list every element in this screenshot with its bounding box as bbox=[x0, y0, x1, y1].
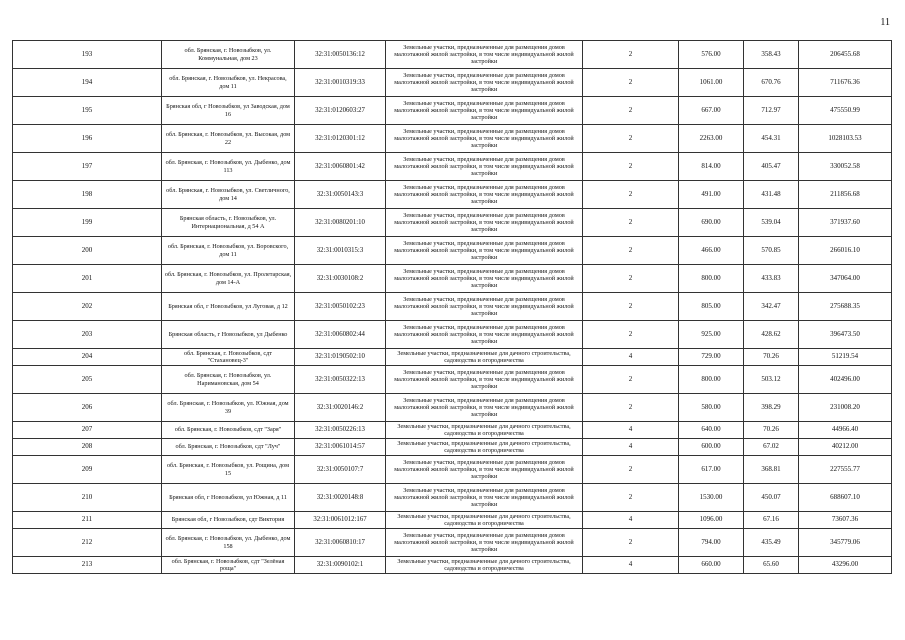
address-cell: обл. Брянская, г. Новозыбков, ул. Некрасова, дом 11 bbox=[162, 69, 295, 97]
group-cell: 4 bbox=[583, 557, 679, 574]
row-number: 213 bbox=[13, 557, 162, 574]
area-cell: 466.00 bbox=[679, 237, 744, 265]
land-use-cell: Земельные участки, предназначенные для размещения домов малоэтажной жилой застройки, в том числе индивидуальной жилой застройки bbox=[386, 69, 583, 97]
cadastral-number-cell: 32:31:0060802:44 bbox=[295, 321, 386, 349]
registry-rows bbox=[13, 41, 892, 574]
address-cell: обл. Брянская, г. Новозыбков, ул. Южная, дом 39 bbox=[162, 394, 295, 422]
cadastral-number-cell: 32:31:0050226:13 bbox=[295, 422, 386, 439]
table-row bbox=[13, 237, 892, 265]
cadastral-number-cell: 32:31:0050107:7 bbox=[295, 456, 386, 484]
cadastral-number-cell: 32:31:0050136:12 bbox=[295, 41, 386, 69]
cadastral-number-cell: 32:31:0090102:1 bbox=[295, 557, 386, 574]
unit-value-cell: 433.83 bbox=[744, 265, 799, 293]
unit-value-cell: 65.60 bbox=[744, 557, 799, 574]
group-cell: 2 bbox=[583, 529, 679, 557]
unit-value-cell: 539.04 bbox=[744, 209, 799, 237]
row-number: 206 bbox=[13, 394, 162, 422]
land-use-cell: Земельные участки, предназначенные для дачного строительства, садоводства и огородничества bbox=[386, 349, 583, 366]
address-cell: Брянская область, г. Новозыбков, ул. Интернациональная, д 54 А bbox=[162, 209, 295, 237]
area-cell: 805.00 bbox=[679, 293, 744, 321]
cadastral-number-cell: 32:31:0080201:10 bbox=[295, 209, 386, 237]
group-cell: 2 bbox=[583, 321, 679, 349]
row-number: 210 bbox=[13, 484, 162, 512]
area-cell: 2263.00 bbox=[679, 125, 744, 153]
row-number: 204 bbox=[13, 349, 162, 366]
cadastral-value-cell: 275688.35 bbox=[799, 293, 892, 321]
area-cell: 640.00 bbox=[679, 422, 744, 439]
table-row bbox=[13, 41, 892, 69]
row-number: 208 bbox=[13, 439, 162, 456]
cadastral-value-cell: 402496.00 bbox=[799, 366, 892, 394]
address-cell: обл. Брянская, г. Новозыбков, сдт "Луч" bbox=[162, 439, 295, 456]
cadastral-value-cell: 231008.20 bbox=[799, 394, 892, 422]
area-cell: 617.00 bbox=[679, 456, 744, 484]
unit-value-cell: 503.12 bbox=[744, 366, 799, 394]
row-number: 200 bbox=[13, 237, 162, 265]
table-row bbox=[13, 293, 892, 321]
cadastral-value-cell: 347064.00 bbox=[799, 265, 892, 293]
unit-value-cell: 431.48 bbox=[744, 181, 799, 209]
cadastral-value-cell: 475550.99 bbox=[799, 97, 892, 125]
row-number: 198 bbox=[13, 181, 162, 209]
group-cell: 4 bbox=[583, 422, 679, 439]
address-cell: Брянская область, г Новозыбков, ул Дыбенко bbox=[162, 321, 295, 349]
land-use-cell: Земельные участки, предназначенные для размещения домов малоэтажной жилой застройки, в том числе индивидуальной жилой застройки bbox=[386, 265, 583, 293]
cadastral-value-cell: 40212.00 bbox=[799, 439, 892, 456]
row-number: 203 bbox=[13, 321, 162, 349]
cadastral-value-cell: 1028103.53 bbox=[799, 125, 892, 153]
group-cell: 2 bbox=[583, 265, 679, 293]
area-cell: 690.00 bbox=[679, 209, 744, 237]
unit-value-cell: 435.49 bbox=[744, 529, 799, 557]
table-row bbox=[13, 557, 892, 574]
land-use-cell: Земельные участки, предназначенные для размещения домов малоэтажной жилой застройки, в том числе индивидуальной жилой застройки bbox=[386, 529, 583, 557]
land-use-cell: Земельные участки, предназначенные для размещения домов малоэтажной жилой застройки, в том числе индивидуальной жилой застройки bbox=[386, 321, 583, 349]
unit-value-cell: 67.16 bbox=[744, 512, 799, 529]
cadastral-number-cell: 32:31:0050143:3 bbox=[295, 181, 386, 209]
land-use-cell: Земельные участки, предназначенные для размещения домов малоэтажной жилой застройки, в том числе индивидуальной жилой застройки bbox=[386, 484, 583, 512]
unit-value-cell: 358.43 bbox=[744, 41, 799, 69]
cadastral-value-cell: 43296.00 bbox=[799, 557, 892, 574]
cadastral-value-cell: 711676.36 bbox=[799, 69, 892, 97]
cadastral-number-cell: 32:31:0061014:57 bbox=[295, 439, 386, 456]
group-cell: 4 bbox=[583, 439, 679, 456]
group-cell: 4 bbox=[583, 512, 679, 529]
group-cell: 2 bbox=[583, 366, 679, 394]
address-cell: обл. Брянская, г. Новозыбков, ул. Дыбенко, дом 158 bbox=[162, 529, 295, 557]
land-use-cell: Земельные участки, предназначенные для размещения домов малоэтажной жилой застройки, в том числе индивидуальной жилой застройки bbox=[386, 125, 583, 153]
page-number: 11 bbox=[880, 17, 890, 28]
cadastral-value-cell: 371937.60 bbox=[799, 209, 892, 237]
table-row bbox=[13, 209, 892, 237]
group-cell: 4 bbox=[583, 349, 679, 366]
group-cell: 2 bbox=[583, 41, 679, 69]
table-row bbox=[13, 484, 892, 512]
address-cell: обл. Брянская, г. Новозыбков, ул. Дыбенко, дом 113 bbox=[162, 153, 295, 181]
table-row bbox=[13, 125, 892, 153]
land-use-cell: Земельные участки, предназначенные для размещения домов малоэтажной жилой застройки, в том числе индивидуальной жилой застройки bbox=[386, 293, 583, 321]
group-cell: 2 bbox=[583, 97, 679, 125]
cadastral-number-cell: 32:31:0061012:167 bbox=[295, 512, 386, 529]
land-use-cell: Земельные участки, предназначенные для размещения домов малоэтажной жилой застройки, в том числе индивидуальной жилой застройки bbox=[386, 181, 583, 209]
row-number: 202 bbox=[13, 293, 162, 321]
group-cell: 2 bbox=[583, 125, 679, 153]
address-cell: обл. Брянская, г. Новозыбков, ул. Светличного, дом 14 bbox=[162, 181, 295, 209]
address-cell: обл. Брянская, г. Новозыбков, ул. Высокая, дом 22 bbox=[162, 125, 295, 153]
unit-value-cell: 70.26 bbox=[744, 349, 799, 366]
area-cell: 580.00 bbox=[679, 394, 744, 422]
land-use-cell: Земельные участки, предназначенные для размещения домов малоэтажной жилой застройки, в том числе индивидуальной жилой застройки bbox=[386, 209, 583, 237]
row-number: 211 bbox=[13, 512, 162, 529]
group-cell: 2 bbox=[583, 456, 679, 484]
cadastral-value-cell: 206455.68 bbox=[799, 41, 892, 69]
cadastral-value-cell: 330052.58 bbox=[799, 153, 892, 181]
group-cell: 2 bbox=[583, 394, 679, 422]
table-row bbox=[13, 439, 892, 456]
unit-value-cell: 398.29 bbox=[744, 394, 799, 422]
address-cell: обл. Брянская, г. Новозыбков, ул. Наримановская, дом 54 bbox=[162, 366, 295, 394]
row-number: 199 bbox=[13, 209, 162, 237]
group-cell: 2 bbox=[583, 153, 679, 181]
area-cell: 800.00 bbox=[679, 265, 744, 293]
cadastral-value-cell: 688607.10 bbox=[799, 484, 892, 512]
table-row bbox=[13, 349, 892, 366]
cadastral-value-cell: 266016.10 bbox=[799, 237, 892, 265]
unit-value-cell: 670.76 bbox=[744, 69, 799, 97]
address-cell: обл. Брянская, г. Новозыбков, сдт "Стахановец-3" bbox=[162, 349, 295, 366]
area-cell: 660.00 bbox=[679, 557, 744, 574]
cadastral-value-cell: 51219.54 bbox=[799, 349, 892, 366]
row-number: 195 bbox=[13, 97, 162, 125]
land-use-cell: Земельные участки, предназначенные для размещения домов малоэтажной жилой застройки, в том числе индивидуальной жилой застройки bbox=[386, 41, 583, 69]
group-cell: 2 bbox=[583, 293, 679, 321]
address-cell: обл. Брянская, г. Новозыбков, ул. Рощина, дом 15 bbox=[162, 456, 295, 484]
row-number: 201 bbox=[13, 265, 162, 293]
group-cell: 2 bbox=[583, 181, 679, 209]
row-number: 205 bbox=[13, 366, 162, 394]
address-cell: обл. Брянская, г. Новозыбков, ул. Коммунальная, дом 23 bbox=[162, 41, 295, 69]
cadastral-number-cell: 32:31:0120301:12 bbox=[295, 125, 386, 153]
table-row bbox=[13, 422, 892, 439]
area-cell: 925.00 bbox=[679, 321, 744, 349]
unit-value-cell: 70.26 bbox=[744, 422, 799, 439]
land-use-cell: Земельные участки, предназначенные для размещения домов малоэтажной жилой застройки, в том числе индивидуальной жилой застройки bbox=[386, 237, 583, 265]
table-row bbox=[13, 512, 892, 529]
table-row bbox=[13, 366, 892, 394]
cadastral-number-cell: 32:31:0120603:27 bbox=[295, 97, 386, 125]
table-row bbox=[13, 394, 892, 422]
area-cell: 729.00 bbox=[679, 349, 744, 366]
unit-value-cell: 712.97 bbox=[744, 97, 799, 125]
cadastral-value-cell: 345779.06 bbox=[799, 529, 892, 557]
table-row bbox=[13, 456, 892, 484]
cadastral-number-cell: 32:31:0190502:10 bbox=[295, 349, 386, 366]
land-use-cell: Земельные участки, предназначенные для размещения домов малоэтажной жилой застройки, в том числе индивидуальной жилой застройки bbox=[386, 366, 583, 394]
unit-value-cell: 67.02 bbox=[744, 439, 799, 456]
unit-value-cell: 454.31 bbox=[744, 125, 799, 153]
land-use-cell: Земельные участки, предназначенные для размещения домов малоэтажной жилой застройки, в том числе индивидуальной жилой застройки bbox=[386, 394, 583, 422]
land-use-cell: Земельные участки, предназначенные для дачного строительства, садоводства и огородничества bbox=[386, 422, 583, 439]
land-use-cell: Земельные участки, предназначенные для размещения домов малоэтажной жилой застройки, в том числе индивидуальной жилой застройки bbox=[386, 456, 583, 484]
table-row bbox=[13, 321, 892, 349]
address-cell: обл. Брянская, г. Новозыбков, ул. Пролетарская, дом 14-А bbox=[162, 265, 295, 293]
area-cell: 576.00 bbox=[679, 41, 744, 69]
area-cell: 800.00 bbox=[679, 366, 744, 394]
unit-value-cell: 570.85 bbox=[744, 237, 799, 265]
cadastral-value-cell: 227555.77 bbox=[799, 456, 892, 484]
land-use-cell: Земельные участки, предназначенные для размещения домов малоэтажной жилой застройки, в том числе индивидуальной жилой застройки bbox=[386, 97, 583, 125]
unit-value-cell: 368.81 bbox=[744, 456, 799, 484]
row-number: 194 bbox=[13, 69, 162, 97]
table-row bbox=[13, 181, 892, 209]
land-registry-table bbox=[12, 40, 892, 574]
unit-value-cell: 450.07 bbox=[744, 484, 799, 512]
cadastral-number-cell: 32:31:0060801:42 bbox=[295, 153, 386, 181]
cadastral-number-cell: 32:31:0050102:23 bbox=[295, 293, 386, 321]
cadastral-number-cell: 32:31:0030108:2 bbox=[295, 265, 386, 293]
area-cell: 1530.00 bbox=[679, 484, 744, 512]
table-row bbox=[13, 97, 892, 125]
land-use-cell: Земельные участки, предназначенные для размещения домов малоэтажной жилой застройки, в том числе индивидуальной жилой застройки bbox=[386, 153, 583, 181]
cadastral-value-cell: 44966.40 bbox=[799, 422, 892, 439]
address-cell: Брянская обл, г Новозыбков, сдт Виктория bbox=[162, 512, 295, 529]
cadastral-number-cell: 32:31:0050322:13 bbox=[295, 366, 386, 394]
area-cell: 667.00 bbox=[679, 97, 744, 125]
row-number: 197 bbox=[13, 153, 162, 181]
cadastral-number-cell: 32:31:0010315:3 bbox=[295, 237, 386, 265]
row-number: 196 bbox=[13, 125, 162, 153]
address-cell: Брянская обл, г Новозыбков, ул Южная, д 11 bbox=[162, 484, 295, 512]
table-row bbox=[13, 265, 892, 293]
address-cell: обл. Брянская, г. Новозыбков, сдт "Зелёная роща" bbox=[162, 557, 295, 574]
unit-value-cell: 342.47 bbox=[744, 293, 799, 321]
land-use-cell: Земельные участки, предназначенные для дачного строительства, садоводства и огородничества bbox=[386, 512, 583, 529]
cadastral-value-cell: 73607.36 bbox=[799, 512, 892, 529]
group-cell: 2 bbox=[583, 69, 679, 97]
cadastral-number-cell: 32:31:0020146:2 bbox=[295, 394, 386, 422]
cadastral-value-cell: 211856.68 bbox=[799, 181, 892, 209]
group-cell: 2 bbox=[583, 237, 679, 265]
row-number: 212 bbox=[13, 529, 162, 557]
area-cell: 1061.00 bbox=[679, 69, 744, 97]
group-cell: 2 bbox=[583, 484, 679, 512]
cadastral-number-cell: 32:31:0020148:8 bbox=[295, 484, 386, 512]
table-row bbox=[13, 69, 892, 97]
table-row bbox=[13, 529, 892, 557]
address-cell: обл. Брянская, г. Новозыбков, сдт "Заря" bbox=[162, 422, 295, 439]
address-cell: Брянская обл, г Новозыбков, ул Луговая, д 12 bbox=[162, 293, 295, 321]
land-use-cell: Земельные участки, предназначенные для дачного строительства, садоводства и огородничества bbox=[386, 439, 583, 456]
address-cell: обл. Брянская, г. Новозыбков, ул. Воровского, дом 11 bbox=[162, 237, 295, 265]
row-number: 207 bbox=[13, 422, 162, 439]
row-number: 209 bbox=[13, 456, 162, 484]
area-cell: 794.00 bbox=[679, 529, 744, 557]
cadastral-number-cell: 32:31:0060810:17 bbox=[295, 529, 386, 557]
area-cell: 1096.00 bbox=[679, 512, 744, 529]
cadastral-value-cell: 396473.50 bbox=[799, 321, 892, 349]
group-cell: 2 bbox=[583, 209, 679, 237]
land-use-cell: Земельные участки, предназначенные для дачного строительства, садоводства и огородничества bbox=[386, 557, 583, 574]
area-cell: 600.00 bbox=[679, 439, 744, 456]
unit-value-cell: 405.47 bbox=[744, 153, 799, 181]
cadastral-number-cell: 32:31:0010319:33 bbox=[295, 69, 386, 97]
table-row bbox=[13, 153, 892, 181]
row-number: 193 bbox=[13, 41, 162, 69]
area-cell: 814.00 bbox=[679, 153, 744, 181]
area-cell: 491.00 bbox=[679, 181, 744, 209]
unit-value-cell: 428.62 bbox=[744, 321, 799, 349]
address-cell: Брянская обл, г Новозыбков, ул Заводская, дом 16 bbox=[162, 97, 295, 125]
